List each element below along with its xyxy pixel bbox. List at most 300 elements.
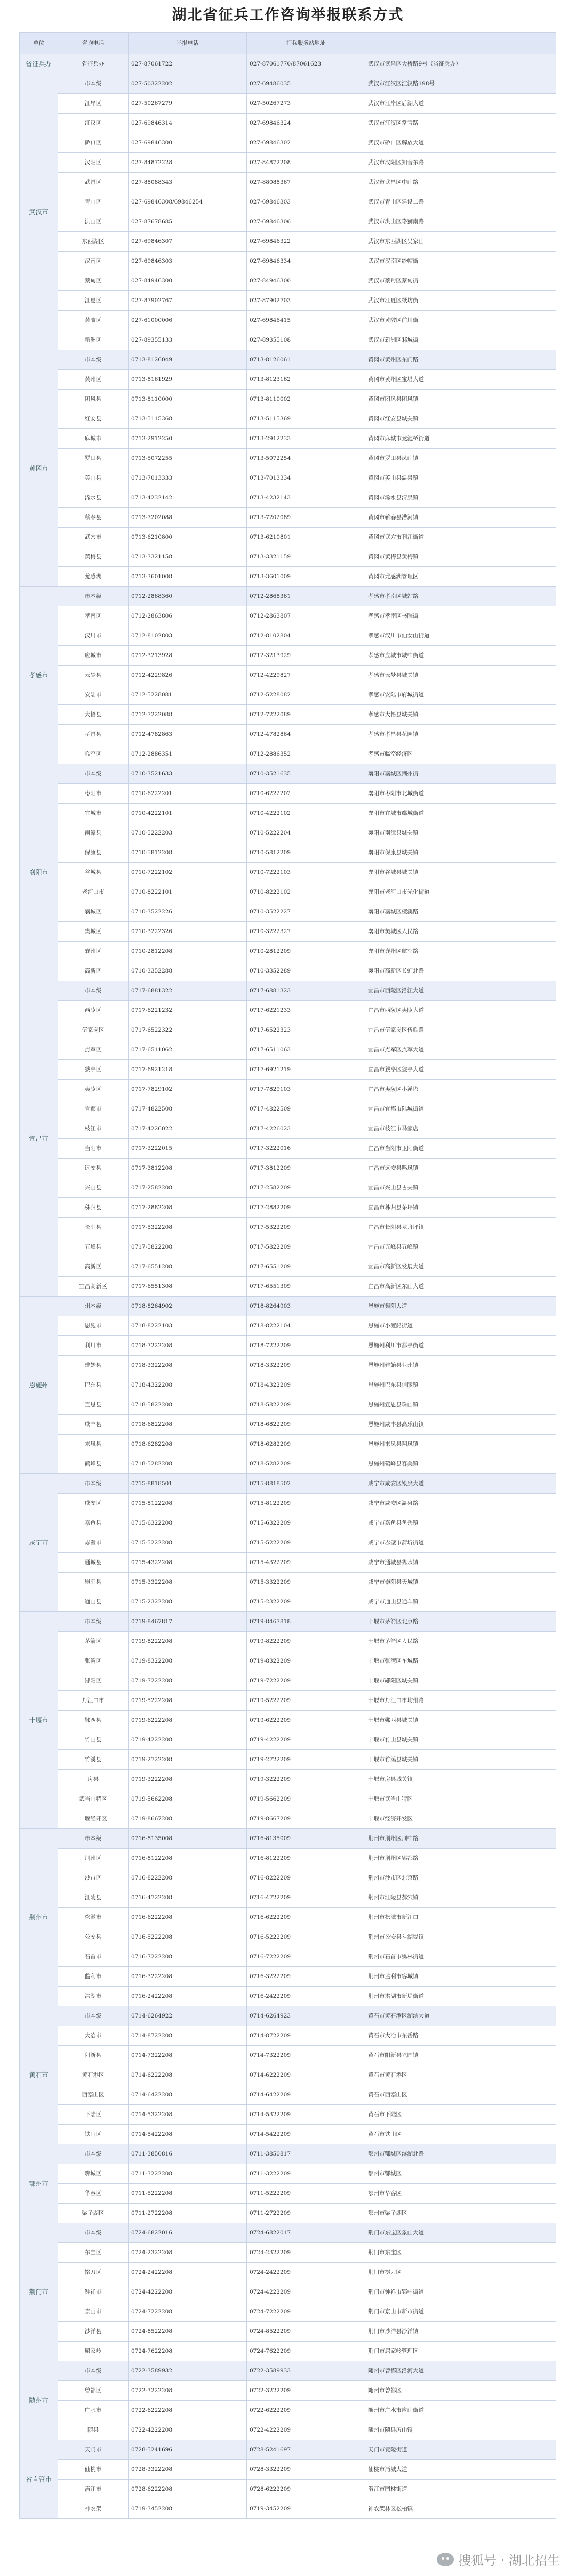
- table-row: [20, 843, 556, 863]
- address-cell: 恩施市舞阳大道: [365, 1297, 556, 1316]
- address-cell: 鄂州市华容区: [365, 2184, 556, 2204]
- address-cell: 孝感市安陆市府城街道: [365, 685, 556, 705]
- unit-cell: 郧阳区: [58, 1671, 129, 1691]
- report-phone-cell: 0719-8322209: [247, 1651, 365, 1671]
- consult-phone-cell: 027-69846308/69846254: [129, 192, 247, 212]
- address-cell: 宜昌市当阳市玉阳街道: [365, 1139, 556, 1159]
- table-row: [20, 1651, 556, 1671]
- address-cell: 黄石市阳新县兴国镇: [365, 2046, 556, 2065]
- address-cell: 襄阳市枣阳市北城街道: [365, 784, 556, 804]
- table-row: [20, 1454, 556, 1474]
- unit-cell: 伍家岗区: [58, 1020, 129, 1040]
- unit-cell: 广水市: [58, 2401, 129, 2420]
- consult-phone-cell: 0717-6221232: [129, 1001, 247, 1020]
- table-row: [20, 232, 556, 252]
- table-row: [20, 2164, 556, 2184]
- report-phone-cell: 0715-5222209: [247, 1533, 365, 1553]
- table-row: [20, 1967, 556, 1987]
- unit-cell: 南漳县: [58, 823, 129, 843]
- table-row: [20, 1316, 556, 1336]
- address-cell: 潜江市园林街道: [365, 2480, 556, 2499]
- unit-cell: 荆州区: [58, 1849, 129, 1868]
- report-phone-cell: 0722-6222209: [247, 2401, 365, 2420]
- unit-cell: 天门市: [58, 2440, 129, 2460]
- report-phone-cell: 0718-8264903: [247, 1297, 365, 1316]
- address-cell: 恩施州来凤县翔凤镇: [365, 1435, 556, 1454]
- unit-cell: 孝南区: [58, 606, 129, 626]
- report-phone-cell: 0714-5322209: [247, 2105, 365, 2125]
- table-row: [20, 902, 556, 922]
- address-cell: 宜昌市长阳县龙舟坪镇: [365, 1218, 556, 1237]
- report-phone-cell: 0717-6921219: [247, 1060, 365, 1080]
- report-phone-cell: 0712-2863807: [247, 606, 365, 626]
- table-row: [20, 804, 556, 823]
- address-cell: 十堰市武当山特区: [365, 1789, 556, 1809]
- report-phone-cell: 0722-3222209: [247, 2381, 365, 2401]
- report-phone-cell: 0722-3589933: [247, 2361, 365, 2381]
- report-phone-cell: 0716-3222209: [247, 1967, 365, 1987]
- table-row: [20, 2322, 556, 2342]
- consult-phone-cell: 0718-6282208: [129, 1435, 247, 1454]
- report-phone-cell: 0724-7222209: [247, 2302, 365, 2322]
- unit-cell: 监利市: [58, 1967, 129, 1987]
- address-cell: 宜昌市高新区发展大道: [365, 1257, 556, 1277]
- report-phone-cell: 027-87061770/87061623: [247, 54, 365, 74]
- address-cell: 随州市曾都区: [365, 2381, 556, 2401]
- table-row: [20, 1750, 556, 1770]
- report-phone-cell: 0718-3322209: [247, 1356, 365, 1375]
- table-row: [20, 1297, 556, 1316]
- consult-phone-cell: 0713-7013333: [129, 468, 247, 488]
- address-cell: 武汉市青山区建设二路: [365, 192, 556, 212]
- report-phone-cell: 0724-6822017: [247, 2223, 365, 2243]
- table-row: [20, 2480, 556, 2499]
- address-cell: 天门市竟陵街道: [365, 2440, 556, 2460]
- consult-phone-cell: 0716-5222208: [129, 1927, 247, 1947]
- table-row: [20, 1060, 556, 1080]
- consult-phone-cell: 0714-6264922: [129, 2006, 247, 2026]
- table-row: [20, 2499, 556, 2519]
- table-row: [20, 1809, 556, 1829]
- table-row: [20, 744, 556, 764]
- report-phone-cell: 0719-5222209: [247, 1691, 365, 1711]
- unit-cell: 省征兵办: [58, 54, 129, 74]
- unit-cell: 市本级: [58, 2223, 129, 2243]
- unit-cell: 临空区: [58, 744, 129, 764]
- address-cell: 武汉市蔡甸区蔡甸街: [365, 271, 556, 291]
- report-phone-cell: 0713-7013334: [247, 468, 365, 488]
- report-phone-cell: 0716-8122209: [247, 1849, 365, 1868]
- address-cell: 咸宁市咸安区银泉大道: [365, 1474, 556, 1494]
- unit-cell: 江陵县: [58, 1888, 129, 1908]
- address-cell: 黄冈市麻城市龙池桥街道: [365, 429, 556, 449]
- table-row: [20, 2065, 556, 2085]
- report-phone-cell: 027-69846322: [247, 232, 365, 252]
- consult-phone-cell: 0715-3322208: [129, 1573, 247, 1592]
- table-row: [20, 2420, 556, 2440]
- table-row: [20, 192, 556, 212]
- column-header: 征兵服务站地址: [247, 33, 365, 54]
- address-cell: 黄冈市武穴市刊江街道: [365, 528, 556, 547]
- table-row: [20, 1040, 556, 1060]
- table-row: [20, 449, 556, 468]
- report-phone-cell: 0717-5822209: [247, 1237, 365, 1257]
- address-cell: 武汉市汉南区纱帽街: [365, 252, 556, 271]
- table-row: [20, 1139, 556, 1159]
- address-cell: 黄冈市红安县城关镇: [365, 409, 556, 429]
- address-cell: 黄冈市黄州区宝塔大道: [365, 370, 556, 390]
- address-cell: 荆州市江陵县郝穴镇: [365, 1888, 556, 1908]
- table-row: [20, 1947, 556, 1967]
- address-cell: 武汉市新洲区邾城街: [365, 330, 556, 350]
- report-phone-cell: 0715-2322209: [247, 1592, 365, 1612]
- table-row: [20, 1849, 556, 1868]
- consult-phone-cell: 0724-8522208: [129, 2322, 247, 2342]
- table-row: [20, 54, 556, 74]
- address-cell: 孝感市孝昌县花园镇: [365, 725, 556, 744]
- table-row: [20, 1829, 556, 1849]
- unit-cell: 市本级: [58, 1474, 129, 1494]
- consult-phone-cell: 0713-7202088: [129, 508, 247, 528]
- consult-phone-cell: 0712-8102803: [129, 626, 247, 646]
- table-row: [20, 2085, 556, 2105]
- consult-phone-cell: 0724-6822016: [129, 2223, 247, 2243]
- table-row: [20, 547, 556, 567]
- unit-cell: 市本级: [58, 2144, 129, 2164]
- report-phone-cell: 0719-6222209: [247, 1711, 365, 1730]
- table-row: [20, 1119, 556, 1139]
- table-row: [20, 1277, 556, 1297]
- table-row: [20, 330, 556, 350]
- unit-cell: 洪山区: [58, 212, 129, 232]
- address-cell: 咸宁市嘉鱼县鱼岳镇: [365, 1513, 556, 1533]
- address-cell: 黄冈市罗田县凤山镇: [365, 449, 556, 468]
- consult-phone-cell: 0719-4222208: [129, 1730, 247, 1750]
- table-row: [20, 705, 556, 725]
- table-row: [20, 1632, 556, 1651]
- consult-phone-cell: 0728-3322208: [129, 2460, 247, 2480]
- consult-phone-cell: 0710-3522226: [129, 902, 247, 922]
- address-cell: 武汉市黄陂区前川街: [365, 311, 556, 330]
- consult-phone-cell: 0719-6222208: [129, 1711, 247, 1730]
- unit-cell: 西塞山区: [58, 2085, 129, 2105]
- consult-phone-cell: 0717-2882208: [129, 1198, 247, 1218]
- unit-cell: 秭归县: [58, 1198, 129, 1218]
- table-row: [20, 1001, 556, 1020]
- consult-phone-cell: 0715-8818501: [129, 1474, 247, 1494]
- consult-phone-cell: 027-50267279: [129, 94, 247, 114]
- address-cell: 襄阳市襄州区航空路: [365, 942, 556, 961]
- consult-phone-cell: 0719-2722208: [129, 1750, 247, 1770]
- report-phone-cell: 0715-8122209: [247, 1494, 365, 1513]
- consult-phone-cell: 0715-5222208: [129, 1533, 247, 1553]
- address-cell: 宜昌市枝江市马家店: [365, 1119, 556, 1139]
- report-phone-cell: 0717-4822509: [247, 1099, 365, 1119]
- table-row: [20, 2302, 556, 2322]
- unit-cell: 点军区: [58, 1040, 129, 1060]
- address-cell: 荆门市屈家岭管理区: [365, 2342, 556, 2361]
- table-row: [20, 1592, 556, 1612]
- report-phone-cell: 027-69846324: [247, 114, 365, 133]
- consult-phone-cell: 0710-3352288: [129, 961, 247, 981]
- report-phone-cell: 0714-8722209: [247, 2026, 365, 2046]
- table-row: [20, 429, 556, 449]
- table-row: [20, 468, 556, 488]
- table-row: [20, 1789, 556, 1809]
- consult-phone-cell: 0715-6322208: [129, 1513, 247, 1533]
- column-header: 举报电话: [129, 33, 247, 54]
- report-phone-cell: 0717-2582209: [247, 1178, 365, 1198]
- consult-phone-cell: 0717-6551208: [129, 1257, 247, 1277]
- unit-cell: 西陵区: [58, 1001, 129, 1020]
- report-phone-cell: 0712-2868361: [247, 587, 365, 606]
- unit-cell: 五峰县: [58, 1237, 129, 1257]
- table-row: [20, 1770, 556, 1789]
- consult-phone-cell: 0718-4322208: [129, 1375, 247, 1395]
- address-cell: 襄阳市襄城区檀溪路: [365, 902, 556, 922]
- consult-phone-cell: 0719-3452208: [129, 2499, 247, 2519]
- table-row: [20, 1474, 556, 1494]
- unit-cell: 兴山县: [58, 1178, 129, 1198]
- contact-table: [19, 32, 556, 2519]
- table-row: [20, 2026, 556, 2046]
- unit-cell: 崇阳县: [58, 1573, 129, 1592]
- report-phone-cell: 027-88088367: [247, 173, 365, 192]
- report-phone-cell: 0712-7222089: [247, 705, 365, 725]
- unit-cell: 浠水县: [58, 488, 129, 508]
- unit-cell: 东西湖区: [58, 232, 129, 252]
- table-row: [20, 1159, 556, 1178]
- report-phone-cell: 0713-8123162: [247, 370, 365, 390]
- unit-cell: 下陆区: [58, 2105, 129, 2125]
- unit-cell: 华容区: [58, 2184, 129, 2204]
- address-cell: 荆州市洪湖市新堤街道: [365, 1987, 556, 2006]
- consult-phone-cell: 0718-8222103: [129, 1316, 247, 1336]
- table-row: [20, 2342, 556, 2361]
- table-row: [20, 2460, 556, 2480]
- report-phone-cell: 027-89355108: [247, 330, 365, 350]
- table-row: [20, 1415, 556, 1435]
- consult-phone-cell: 027-69846307: [129, 232, 247, 252]
- report-phone-cell: 0715-6322209: [247, 1513, 365, 1533]
- report-phone-cell: 0719-7222209: [247, 1671, 365, 1691]
- table-row: [20, 1691, 556, 1711]
- address-cell: 孝感市大悟县城关镇: [365, 705, 556, 725]
- unit-cell: 东宝区: [58, 2243, 129, 2263]
- address-cell: 黄石市西塞山区: [365, 2085, 556, 2105]
- consult-phone-cell: 0719-8222208: [129, 1632, 247, 1651]
- consult-phone-cell: 0716-8222208: [129, 1868, 247, 1888]
- consult-phone-cell: 0710-3521633: [129, 764, 247, 784]
- report-phone-cell: 0716-8222209: [247, 1868, 365, 1888]
- unit-cell: 建始县: [58, 1356, 129, 1375]
- address-cell: 武汉市硚口区解放大道: [365, 133, 556, 153]
- table-row: [20, 882, 556, 902]
- address-cell: 黄石市大冶市东岳路: [365, 2026, 556, 2046]
- report-phone-cell: 0710-5812209: [247, 843, 365, 863]
- unit-cell: 茅箭区: [58, 1632, 129, 1651]
- consult-phone-cell: 0717-7829102: [129, 1080, 247, 1099]
- address-cell: 黄石市铁山区: [365, 2125, 556, 2144]
- report-phone-cell: 0710-3521635: [247, 764, 365, 784]
- consult-phone-cell: 0718-3322208: [129, 1356, 247, 1375]
- address-cell: 荆门市京山市新市街道: [365, 2302, 556, 2322]
- city-cell: 省直管市: [20, 2440, 58, 2519]
- address-cell: 恩施州鹤峰县容美镇: [365, 1454, 556, 1474]
- unit-cell: 鹤峰县: [58, 1454, 129, 1474]
- unit-cell: 公安县: [58, 1927, 129, 1947]
- consult-phone-cell: 027-69846300: [129, 133, 247, 153]
- address-cell: 十堰市茅箭区北京路: [365, 1612, 556, 1632]
- report-phone-cell: 0715-8818502: [247, 1474, 365, 1494]
- address-cell: 咸宁市通山县通羊镇: [365, 1592, 556, 1612]
- report-phone-cell: 0718-5822209: [247, 1395, 365, 1415]
- address-cell: 鄂州市鄂城区滨湖北路: [365, 2144, 556, 2164]
- table-row: [20, 1573, 556, 1592]
- table-row: [20, 528, 556, 547]
- table-row: [20, 1927, 556, 1947]
- report-phone-cell: 027-69846302: [247, 133, 365, 153]
- report-phone-cell: 0728-5241697: [247, 2440, 365, 2460]
- report-phone-cell: 0711-5222209: [247, 2184, 365, 2204]
- address-cell: 十堰市房县城关镇: [365, 1770, 556, 1789]
- unit-cell: 夷陵区: [58, 1080, 129, 1099]
- unit-cell: 黄石港区: [58, 2065, 129, 2085]
- report-phone-cell: 0719-4222209: [247, 1730, 365, 1750]
- unit-cell: 张湾区: [58, 1651, 129, 1671]
- table-row: [20, 508, 556, 528]
- table-row: [20, 646, 556, 666]
- unit-cell: 咸安区: [58, 1494, 129, 1513]
- city-cell: 鄂州市: [20, 2144, 58, 2223]
- consult-phone-cell: 0717-4226022: [129, 1119, 247, 1139]
- unit-cell: 黄州区: [58, 370, 129, 390]
- address-cell: 武汉市江汉区常青路: [365, 114, 556, 133]
- watermark: [437, 2550, 560, 2569]
- table-row: [20, 666, 556, 685]
- unit-cell: 大悟县: [58, 705, 129, 725]
- report-phone-cell: 027-69846334: [247, 252, 365, 271]
- address-cell: 襄阳市老河口市光化街道: [365, 882, 556, 902]
- wechat-icon: [437, 2553, 454, 2566]
- consult-phone-cell: 027-88088343: [129, 173, 247, 192]
- table-row: [20, 626, 556, 646]
- table-row: [20, 587, 556, 606]
- consult-phone-cell: 0719-8667208: [129, 1809, 247, 1829]
- table-row: [20, 1553, 556, 1573]
- address-cell: 鄂州市鄂城区: [365, 2164, 556, 2184]
- unit-cell: 江夏区: [58, 291, 129, 311]
- report-phone-cell: 0713-8110002: [247, 390, 365, 409]
- unit-cell: 嘉鱼县: [58, 1513, 129, 1533]
- unit-cell: 团风县: [58, 390, 129, 409]
- address-cell: 黄冈市蕲春县漕河镇: [365, 508, 556, 528]
- report-phone-cell: 0717-6881323: [247, 981, 365, 1001]
- report-phone-cell: 0717-6511063: [247, 1040, 365, 1060]
- report-phone-cell: 0714-6264923: [247, 2006, 365, 2026]
- address-cell: 荆州市监利市容城镇: [365, 1967, 556, 1987]
- table-row: [20, 606, 556, 626]
- unit-cell: 保康县: [58, 843, 129, 863]
- table-row: [20, 1711, 556, 1730]
- consult-phone-cell: 0718-5282208: [129, 1454, 247, 1474]
- unit-cell: 云梦县: [58, 666, 129, 685]
- unit-cell: 江岸区: [58, 94, 129, 114]
- table-row: [20, 961, 556, 981]
- unit-cell: 安陆市: [58, 685, 129, 705]
- unit-cell: 襄州区: [58, 942, 129, 961]
- city-cell: 襄阳市: [20, 764, 58, 981]
- consult-phone-cell: 0714-7322208: [129, 2046, 247, 2065]
- report-phone-cell: 027-69486035: [247, 74, 365, 94]
- consult-phone-cell: 0717-2582208: [129, 1178, 247, 1198]
- unit-cell: 蕲春县: [58, 508, 129, 528]
- table-row: [20, 1908, 556, 1927]
- table-row: [20, 685, 556, 705]
- report-phone-cell: 0716-6222209: [247, 1908, 365, 1927]
- consult-phone-cell: 0717-6881322: [129, 981, 247, 1001]
- table-row: [20, 2204, 556, 2223]
- consult-phone-cell: 0716-3222208: [129, 1967, 247, 1987]
- report-phone-cell: 0715-3322209: [247, 1573, 365, 1592]
- report-phone-cell: 027-87902703: [247, 291, 365, 311]
- report-phone-cell: 0716-7222209: [247, 1947, 365, 1967]
- consult-phone-cell: 0718-7222208: [129, 1336, 247, 1356]
- consult-phone-cell: 0718-8264902: [129, 1297, 247, 1316]
- report-phone-cell: 0710-2812209: [247, 942, 365, 961]
- page-title: 湖北省征兵工作咨询举报联系方式: [172, 7, 404, 23]
- address-cell: 武汉市江夏区纸坊街: [365, 291, 556, 311]
- address-cell: 神农架林区松柏镇: [365, 2499, 556, 2519]
- consult-phone-cell: 0717-5822208: [129, 1237, 247, 1257]
- unit-cell: 麻城市: [58, 429, 129, 449]
- table-row: [20, 784, 556, 804]
- unit-cell: 屈家岭: [58, 2342, 129, 2361]
- unit-cell: 老河口市: [58, 882, 129, 902]
- unit-cell: 长阳县: [58, 1218, 129, 1237]
- address-cell: 十堰市郧阳区城关镇: [365, 1671, 556, 1691]
- report-phone-cell: 0710-3222327: [247, 922, 365, 942]
- report-phone-cell: 0710-3352289: [247, 961, 365, 981]
- table-row: [20, 350, 556, 370]
- consult-phone-cell: 0714-8722208: [129, 2026, 247, 2046]
- consult-phone-cell: 027-87061722: [129, 54, 247, 74]
- report-phone-cell: 0713-8126061: [247, 350, 365, 370]
- report-phone-cell: 0710-4222102: [247, 804, 365, 823]
- address-cell: 十堰市丹江口市均州路: [365, 1691, 556, 1711]
- report-phone-cell: 0713-2912233: [247, 429, 365, 449]
- consult-phone-cell: 0724-2322208: [129, 2243, 247, 2263]
- report-phone-cell: 0718-6282209: [247, 1435, 365, 1454]
- report-phone-cell: 0718-6822209: [247, 1415, 365, 1435]
- address-cell: 十堰市茅箭区人民路: [365, 1632, 556, 1651]
- unit-cell: 罗田县: [58, 449, 129, 468]
- address-cell: 襄阳市谷城县城关镇: [365, 863, 556, 882]
- table-row: [20, 1671, 556, 1691]
- unit-cell: 鄂城区: [58, 2164, 129, 2184]
- unit-cell: 孝昌县: [58, 725, 129, 744]
- unit-cell: 武穴市: [58, 528, 129, 547]
- report-phone-cell: 0713-5072254: [247, 449, 365, 468]
- address-cell: 黄冈市龙感湖管理区: [365, 567, 556, 587]
- consult-phone-cell: 0717-3222015: [129, 1139, 247, 1159]
- consult-phone-cell: 0724-2422208: [129, 2263, 247, 2282]
- address-cell: 荆门市钟祥市郢中街道: [365, 2282, 556, 2302]
- report-phone-cell: 0710-7222103: [247, 863, 365, 882]
- address-cell: 宜昌市五峰县五峰镇: [365, 1237, 556, 1257]
- table-row: [20, 1198, 556, 1218]
- address-cell: 宜昌市秭归县茅坪镇: [365, 1198, 556, 1218]
